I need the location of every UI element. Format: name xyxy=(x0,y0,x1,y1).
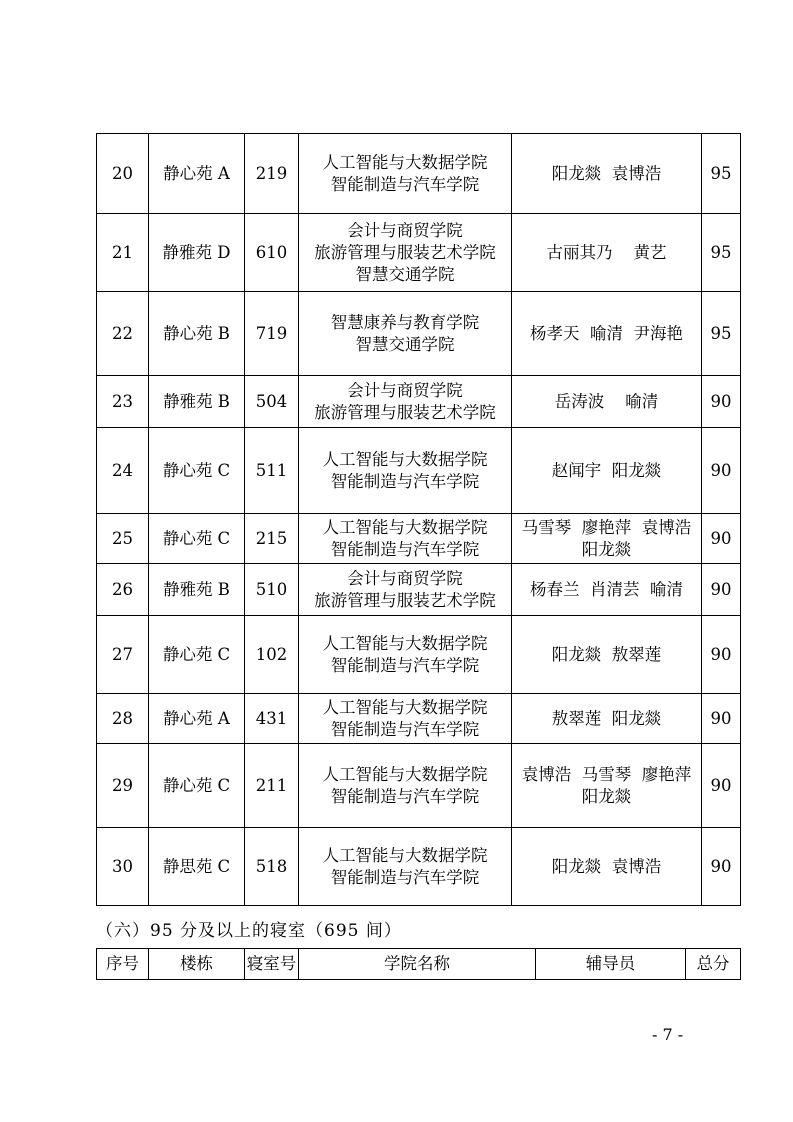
counselor-names xyxy=(512,616,702,694)
header-counselor: 辅导员 xyxy=(536,949,686,980)
table-row xyxy=(97,616,741,694)
row-number: 20 xyxy=(97,134,149,214)
building-name: 静心苑 B xyxy=(149,292,245,376)
college-name: 人工智能与大数据学院 xyxy=(322,517,488,537)
counselor-names xyxy=(512,514,702,564)
total-score: 90 xyxy=(702,428,741,514)
total-score: 90 xyxy=(702,694,741,744)
table-row xyxy=(97,828,741,906)
building-name: 静雅苑 B xyxy=(149,376,245,428)
row-number: 30 xyxy=(97,828,149,906)
counselor-line: 敖翠莲 阳龙燚 xyxy=(551,708,662,728)
counselor-names xyxy=(512,214,702,292)
row-number: 28 xyxy=(97,694,149,744)
row-number: 23 xyxy=(97,376,149,428)
room-number: 215 xyxy=(245,514,299,564)
counselor-names xyxy=(512,292,702,376)
dorm-ranking-table xyxy=(96,133,741,906)
row-number: 25 xyxy=(97,514,149,564)
page-number: - 7 - xyxy=(652,1025,684,1044)
table-row xyxy=(97,292,741,376)
row-number: 26 xyxy=(97,564,149,616)
room-number: 510 xyxy=(245,564,299,616)
building-name: 静心苑 C xyxy=(149,514,245,564)
section-heading: （六）95 分及以上的寝室（695 间） xyxy=(96,921,402,941)
header-college: 学院名称 xyxy=(299,949,536,980)
counselor-line: 赵闻宇 阳龙燚 xyxy=(551,460,662,480)
college-name: 人工智能与大数据学院 xyxy=(322,697,488,717)
college-name: 智慧交通学院 xyxy=(355,334,455,354)
college-names xyxy=(299,214,512,292)
counselor-names xyxy=(512,828,702,906)
college-names xyxy=(299,428,512,514)
header-building: 楼栋 xyxy=(149,949,245,980)
next-table-header xyxy=(96,948,741,980)
college-names xyxy=(299,292,512,376)
college-name: 会计与商贸学院 xyxy=(347,220,463,240)
total-score: 90 xyxy=(702,616,741,694)
building-name: 静心苑 C xyxy=(149,616,245,694)
counselor-line: 阳龙燚 敖翠莲 xyxy=(551,644,662,664)
college-name: 人工智能与大数据学院 xyxy=(322,449,488,469)
room-number: 102 xyxy=(245,616,299,694)
counselor-line: 岳涛波 喻清 xyxy=(554,391,659,411)
counselor-names xyxy=(512,134,702,214)
total-score: 95 xyxy=(702,292,741,376)
building-name: 静思苑 C xyxy=(149,828,245,906)
room-number: 504 xyxy=(245,376,299,428)
row-number: 22 xyxy=(97,292,149,376)
room-number: 518 xyxy=(245,828,299,906)
room-number: 431 xyxy=(245,694,299,744)
room-number: 219 xyxy=(245,134,299,214)
counselor-line: 古丽其乃 黄艺 xyxy=(546,242,667,262)
building-name: 静雅苑 D xyxy=(149,214,245,292)
building-name: 静心苑 A xyxy=(149,694,245,744)
college-name: 智能制造与汽车学院 xyxy=(330,174,480,194)
room-number: 719 xyxy=(245,292,299,376)
room-number: 511 xyxy=(245,428,299,514)
college-name: 智能制造与汽车学院 xyxy=(330,719,480,739)
college-names xyxy=(299,616,512,694)
table-row xyxy=(97,214,741,292)
table-row xyxy=(97,376,741,428)
table-row xyxy=(97,564,741,616)
header-no: 序号 xyxy=(97,949,149,980)
table-body xyxy=(97,134,741,906)
total-score: 90 xyxy=(702,828,741,906)
table-row xyxy=(97,428,741,514)
college-names xyxy=(299,564,512,616)
counselor-names xyxy=(512,744,702,828)
counselor-line: 杨孝天 喻清 尹海艳 xyxy=(530,323,683,343)
college-name: 智能制造与汽车学院 xyxy=(330,786,480,806)
header-room: 寝室号 xyxy=(245,949,299,980)
total-score: 90 xyxy=(702,514,741,564)
total-score: 90 xyxy=(702,744,741,828)
counselor-line: 杨春兰 肖清芸 喻清 xyxy=(530,579,683,599)
college-name: 智能制造与汽车学院 xyxy=(330,867,480,887)
college-names xyxy=(299,134,512,214)
header-row xyxy=(97,949,741,980)
college-names xyxy=(299,828,512,906)
college-name: 智能制造与汽车学院 xyxy=(330,655,480,675)
header-score: 总分 xyxy=(686,949,741,980)
counselor-line: 阳龙燚 袁博浩 xyxy=(551,163,662,183)
college-names xyxy=(299,744,512,828)
college-names xyxy=(299,694,512,744)
counselor-names xyxy=(512,376,702,428)
college-name: 智慧康养与教育学院 xyxy=(330,312,480,332)
table-row xyxy=(97,744,741,828)
counselor-line: 阳龙燚 袁博浩 xyxy=(551,856,662,876)
counselor-line: 马雪琴 廖艳萍 袁博浩 xyxy=(521,517,692,537)
building-name: 静心苑 C xyxy=(149,428,245,514)
counselor-names xyxy=(512,564,702,616)
college-names xyxy=(299,376,512,428)
total-score: 95 xyxy=(702,134,741,214)
building-name: 静心苑 C xyxy=(149,744,245,828)
college-name: 旅游管理与服装艺术学院 xyxy=(314,242,496,262)
row-number: 24 xyxy=(97,428,149,514)
college-name: 人工智能与大数据学院 xyxy=(322,152,488,172)
counselor-names xyxy=(512,694,702,744)
total-score: 95 xyxy=(702,214,741,292)
table-row xyxy=(97,694,741,744)
college-name: 旅游管理与服装艺术学院 xyxy=(314,402,496,422)
college-name: 智慧交通学院 xyxy=(355,264,455,284)
table-row xyxy=(97,514,741,564)
table-row xyxy=(97,134,741,214)
college-name: 智能制造与汽车学院 xyxy=(330,539,480,559)
college-name: 人工智能与大数据学院 xyxy=(322,633,488,653)
college-names xyxy=(299,514,512,564)
college-name: 人工智能与大数据学院 xyxy=(322,845,488,865)
room-number: 610 xyxy=(245,214,299,292)
row-number: 27 xyxy=(97,616,149,694)
counselor-line: 阳龙燚 xyxy=(581,786,632,806)
building-name: 静雅苑 B xyxy=(149,564,245,616)
college-name: 智能制造与汽车学院 xyxy=(330,471,480,491)
college-name: 会计与商贸学院 xyxy=(347,568,463,588)
college-name: 会计与商贸学院 xyxy=(347,380,463,400)
counselor-names xyxy=(512,428,702,514)
room-number: 211 xyxy=(245,744,299,828)
row-number: 29 xyxy=(97,744,149,828)
counselor-line: 阳龙燚 xyxy=(581,539,632,559)
total-score: 90 xyxy=(702,564,741,616)
building-name: 静心苑 A xyxy=(149,134,245,214)
counselor-line: 袁博浩 马雪琴 廖艳萍 xyxy=(521,764,692,784)
total-score: 90 xyxy=(702,376,741,428)
college-name: 旅游管理与服装艺术学院 xyxy=(314,590,496,610)
college-name: 人工智能与大数据学院 xyxy=(322,764,488,784)
row-number: 21 xyxy=(97,214,149,292)
